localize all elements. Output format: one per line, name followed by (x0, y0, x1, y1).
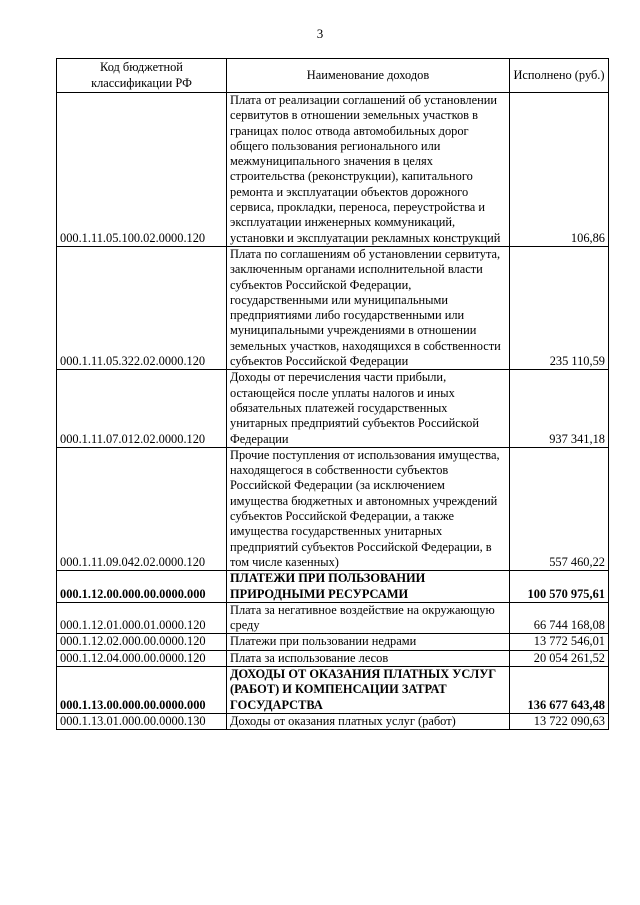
row-amount: 235 110,59 (510, 246, 609, 369)
table-header-row (57, 59, 609, 93)
row-amount: 557 460,22 (510, 447, 609, 570)
table-row (57, 650, 609, 666)
table-row (57, 370, 609, 447)
row-amount: 106,86 (510, 93, 609, 247)
header-amount: Исполнено (руб.) (510, 59, 609, 93)
page-number: 3 (316, 26, 324, 41)
row-name: ДОХОДЫ ОТ ОКАЗАНИЯ ПЛАТНЫХ УСЛУГ (РАБОТ) И КОМПЕНСАЦИИ ЗАТРАТ ГОСУДАРСТВА (227, 666, 510, 713)
row-amount: 100 570 975,61 (510, 571, 609, 603)
row-name: Плата за использование лесов (227, 650, 510, 666)
table-row (57, 602, 609, 634)
table-row (57, 447, 609, 570)
row-code: 000.1.12.00.000.00.0000.000 (57, 571, 227, 603)
header-code: Код бюджетной классификации РФ (57, 59, 227, 93)
row-code: 000.1.13.01.000.00.0000.130 (57, 713, 227, 729)
row-amount: 20 054 261,52 (510, 650, 609, 666)
row-code: 000.1.12.04.000.00.0000.120 (57, 650, 227, 666)
row-code: 000.1.12.01.000.01.0000.120 (57, 602, 227, 634)
row-amount: 937 341,18 (510, 370, 609, 447)
table-row (57, 93, 609, 247)
table-row (57, 713, 609, 729)
table-body (57, 93, 609, 730)
row-name: Доходы от перечисления части прибыли, остающейся после уплаты налогов и иных обязательных платежей государственных унитарных предприятий субъектов Российской Федерации (227, 370, 510, 447)
row-name: Плата по соглашениям об установлении сервитута, заключенным органами исполнительной власти субъектов Российской Федерации, государственными или муниципальными предприятиями либо государственными или муниципальными учреждениями в отношении земельных участков, находящихся в собственности субъектов Российской Федерации (227, 246, 510, 369)
row-code: 000.1.11.09.042.02.0000.120 (57, 447, 227, 570)
row-code: 000.1.11.05.100.02.0000.120 (57, 93, 227, 247)
row-name: Платежи при пользовании недрами (227, 634, 510, 650)
table-row (57, 246, 609, 369)
row-amount: 66 744 168,08 (510, 602, 609, 634)
row-name: Прочие поступления от использования имущества, находящегося в собственности субъектов Российской Федерации (за исключением имущества бюджетных и автономных учреждений субъектов Российской Федерации, а также имущества государственных унитарных предприятий субъектов Российской Федерации, в том числе казенных) (227, 447, 510, 570)
row-name: Доходы от оказания платных услуг (работ) (227, 713, 510, 729)
table-row (57, 634, 609, 650)
row-amount: 136 677 643,48 (510, 666, 609, 713)
row-name: Плата за негативное воздействие на окружающую среду (227, 602, 510, 634)
row-code: 000.1.12.02.000.00.0000.120 (57, 634, 227, 650)
table-row-section (57, 571, 609, 603)
row-name: Плата от реализации соглашений об установлении сервитутов в отношении земельных участков в границах полос отвода автомобильных дорог общего пользования регионального или межмуниципального значения в целях строительства (реконструкции), капитального ремонта и эксплуатации объектов дорожного сервиса, прокладки, переноса, переустройства и эксплуатации инженерных коммуникаций, установки и эксплуатации рекламных конструкций (227, 93, 510, 247)
table-row-section (57, 666, 609, 713)
row-code: 000.1.11.05.322.02.0000.120 (57, 246, 227, 369)
row-code: 000.1.11.07.012.02.0000.120 (57, 370, 227, 447)
row-code: 000.1.13.00.000.00.0000.000 (57, 666, 227, 713)
row-name: ПЛАТЕЖИ ПРИ ПОЛЬЗОВАНИИ ПРИРОДНЫМИ РЕСУРСАМИ (227, 571, 510, 603)
revenue-table (56, 58, 609, 730)
row-amount: 13 722 090,63 (510, 713, 609, 729)
header-name: Наименование доходов (227, 59, 510, 93)
row-amount: 13 772 546,01 (510, 634, 609, 650)
